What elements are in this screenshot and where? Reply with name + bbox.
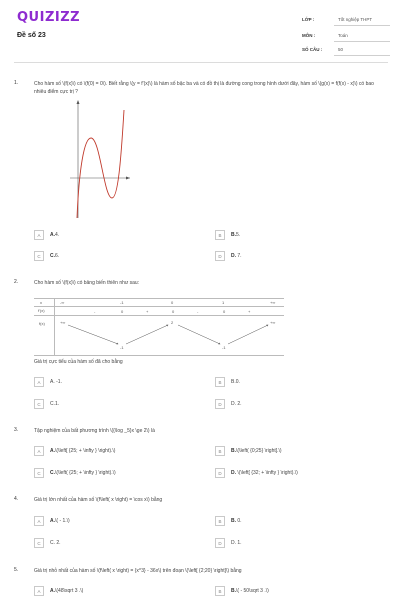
option-letter: B bbox=[215, 377, 225, 387]
question-text: Cho hàm số \(f(x)\) có \(f(0) = 0\). Biết rằng \(y = f'(x)\) là hàm số bậc ba và có đồ thị là đường cong trong hình dưới đây, hàm số \(g(x) = f(f(x) - x)\) có bao nhiêu điểm cực trị ? bbox=[34, 81, 374, 95]
meta-underline bbox=[334, 25, 390, 26]
x-value: 0 bbox=[171, 300, 174, 305]
meta-underline bbox=[334, 55, 390, 56]
f-value: -1 bbox=[222, 345, 226, 350]
option-letter: D bbox=[215, 538, 225, 548]
row-label-x: x bbox=[40, 300, 42, 305]
row-label-fprime: f'(x) bbox=[38, 308, 45, 313]
exam-title: Đề số 23 bbox=[17, 32, 46, 39]
x-value: -∞ bbox=[60, 300, 65, 305]
question-text: Giá trị cực tiểu của hàm số đã cho bằng bbox=[34, 359, 123, 365]
f-value: +∞ bbox=[60, 320, 66, 325]
row-label-f: f(x) bbox=[39, 321, 45, 326]
f-value: 2 bbox=[171, 320, 174, 325]
sign-value: 0 bbox=[172, 309, 175, 314]
question-text: Giá trị nhỏ nhất của hàm số \(f\left( x \right) = {x^3} - 36x\) trên đoạn \(\left[ {2;20} \right]\) bằng bbox=[34, 568, 242, 574]
sign-value: 0 bbox=[121, 309, 124, 314]
sign-value: + bbox=[248, 309, 251, 314]
option-letter: B bbox=[215, 516, 225, 526]
option-letter: C bbox=[34, 468, 44, 478]
x-axis-arrow bbox=[126, 177, 130, 180]
header-divider bbox=[14, 62, 388, 63]
option-letter: A bbox=[34, 377, 44, 387]
variation-table bbox=[34, 298, 284, 356]
arrow-up bbox=[126, 325, 168, 344]
question-text: Cho hàm số \(f(x)\) có bảng biến thiên như sau: bbox=[34, 280, 140, 286]
option-letter: A bbox=[34, 446, 44, 456]
worksheet-header: QUIZIZZ Đề số 23 LỚP : Tốt nghiệp THPT MÔN : Toán SỐ CÂU : 50 bbox=[0, 0, 400, 62]
option-letter: A bbox=[34, 586, 44, 596]
arrow-down bbox=[178, 325, 220, 344]
option-letter: D bbox=[215, 251, 225, 261]
cubic-curve bbox=[77, 110, 124, 218]
variation-arrows bbox=[34, 298, 284, 356]
option-letter: B bbox=[215, 446, 225, 456]
option-letter: D bbox=[215, 468, 225, 478]
option-letter: A bbox=[34, 516, 44, 526]
x-value: 1 bbox=[222, 300, 225, 305]
sign-value: + bbox=[146, 309, 149, 314]
f-value: +∞ bbox=[270, 320, 276, 325]
meta-underline bbox=[334, 41, 390, 42]
arrow-up bbox=[228, 325, 268, 344]
option-letter: D bbox=[215, 399, 225, 409]
f-value: -1 bbox=[120, 345, 124, 350]
option-letter: C bbox=[34, 399, 44, 409]
question-number: 3. bbox=[14, 427, 19, 433]
x-value: +∞ bbox=[270, 300, 276, 305]
question-number: 1. bbox=[14, 80, 19, 86]
option-letter: C bbox=[34, 251, 44, 261]
y-axis-arrow bbox=[77, 100, 80, 104]
option-letter: C bbox=[34, 538, 44, 548]
arrow-down bbox=[68, 325, 118, 344]
x-value: -1 bbox=[120, 300, 124, 305]
question-number: 2. bbox=[14, 279, 19, 285]
question-number: 4. bbox=[14, 496, 19, 502]
question-text: Tập nghiệm của bất phương trình \({\log _5}x \ge 2\) là bbox=[34, 428, 155, 434]
option-letter: B bbox=[215, 586, 225, 596]
sign-value: 0 bbox=[223, 309, 226, 314]
sign-value: - bbox=[197, 309, 199, 314]
derivative-graph bbox=[70, 100, 130, 220]
question-number: 5. bbox=[14, 567, 19, 573]
sign-value: - bbox=[94, 309, 96, 314]
quizizz-logo: QUIZIZZ bbox=[17, 10, 81, 25]
option-letter: A bbox=[34, 230, 44, 240]
option-letter: B bbox=[215, 230, 225, 240]
question-text: Giá trị lớn nhất của hàm số \(f\left( x \right) = \cos x\) bằng bbox=[34, 497, 163, 503]
